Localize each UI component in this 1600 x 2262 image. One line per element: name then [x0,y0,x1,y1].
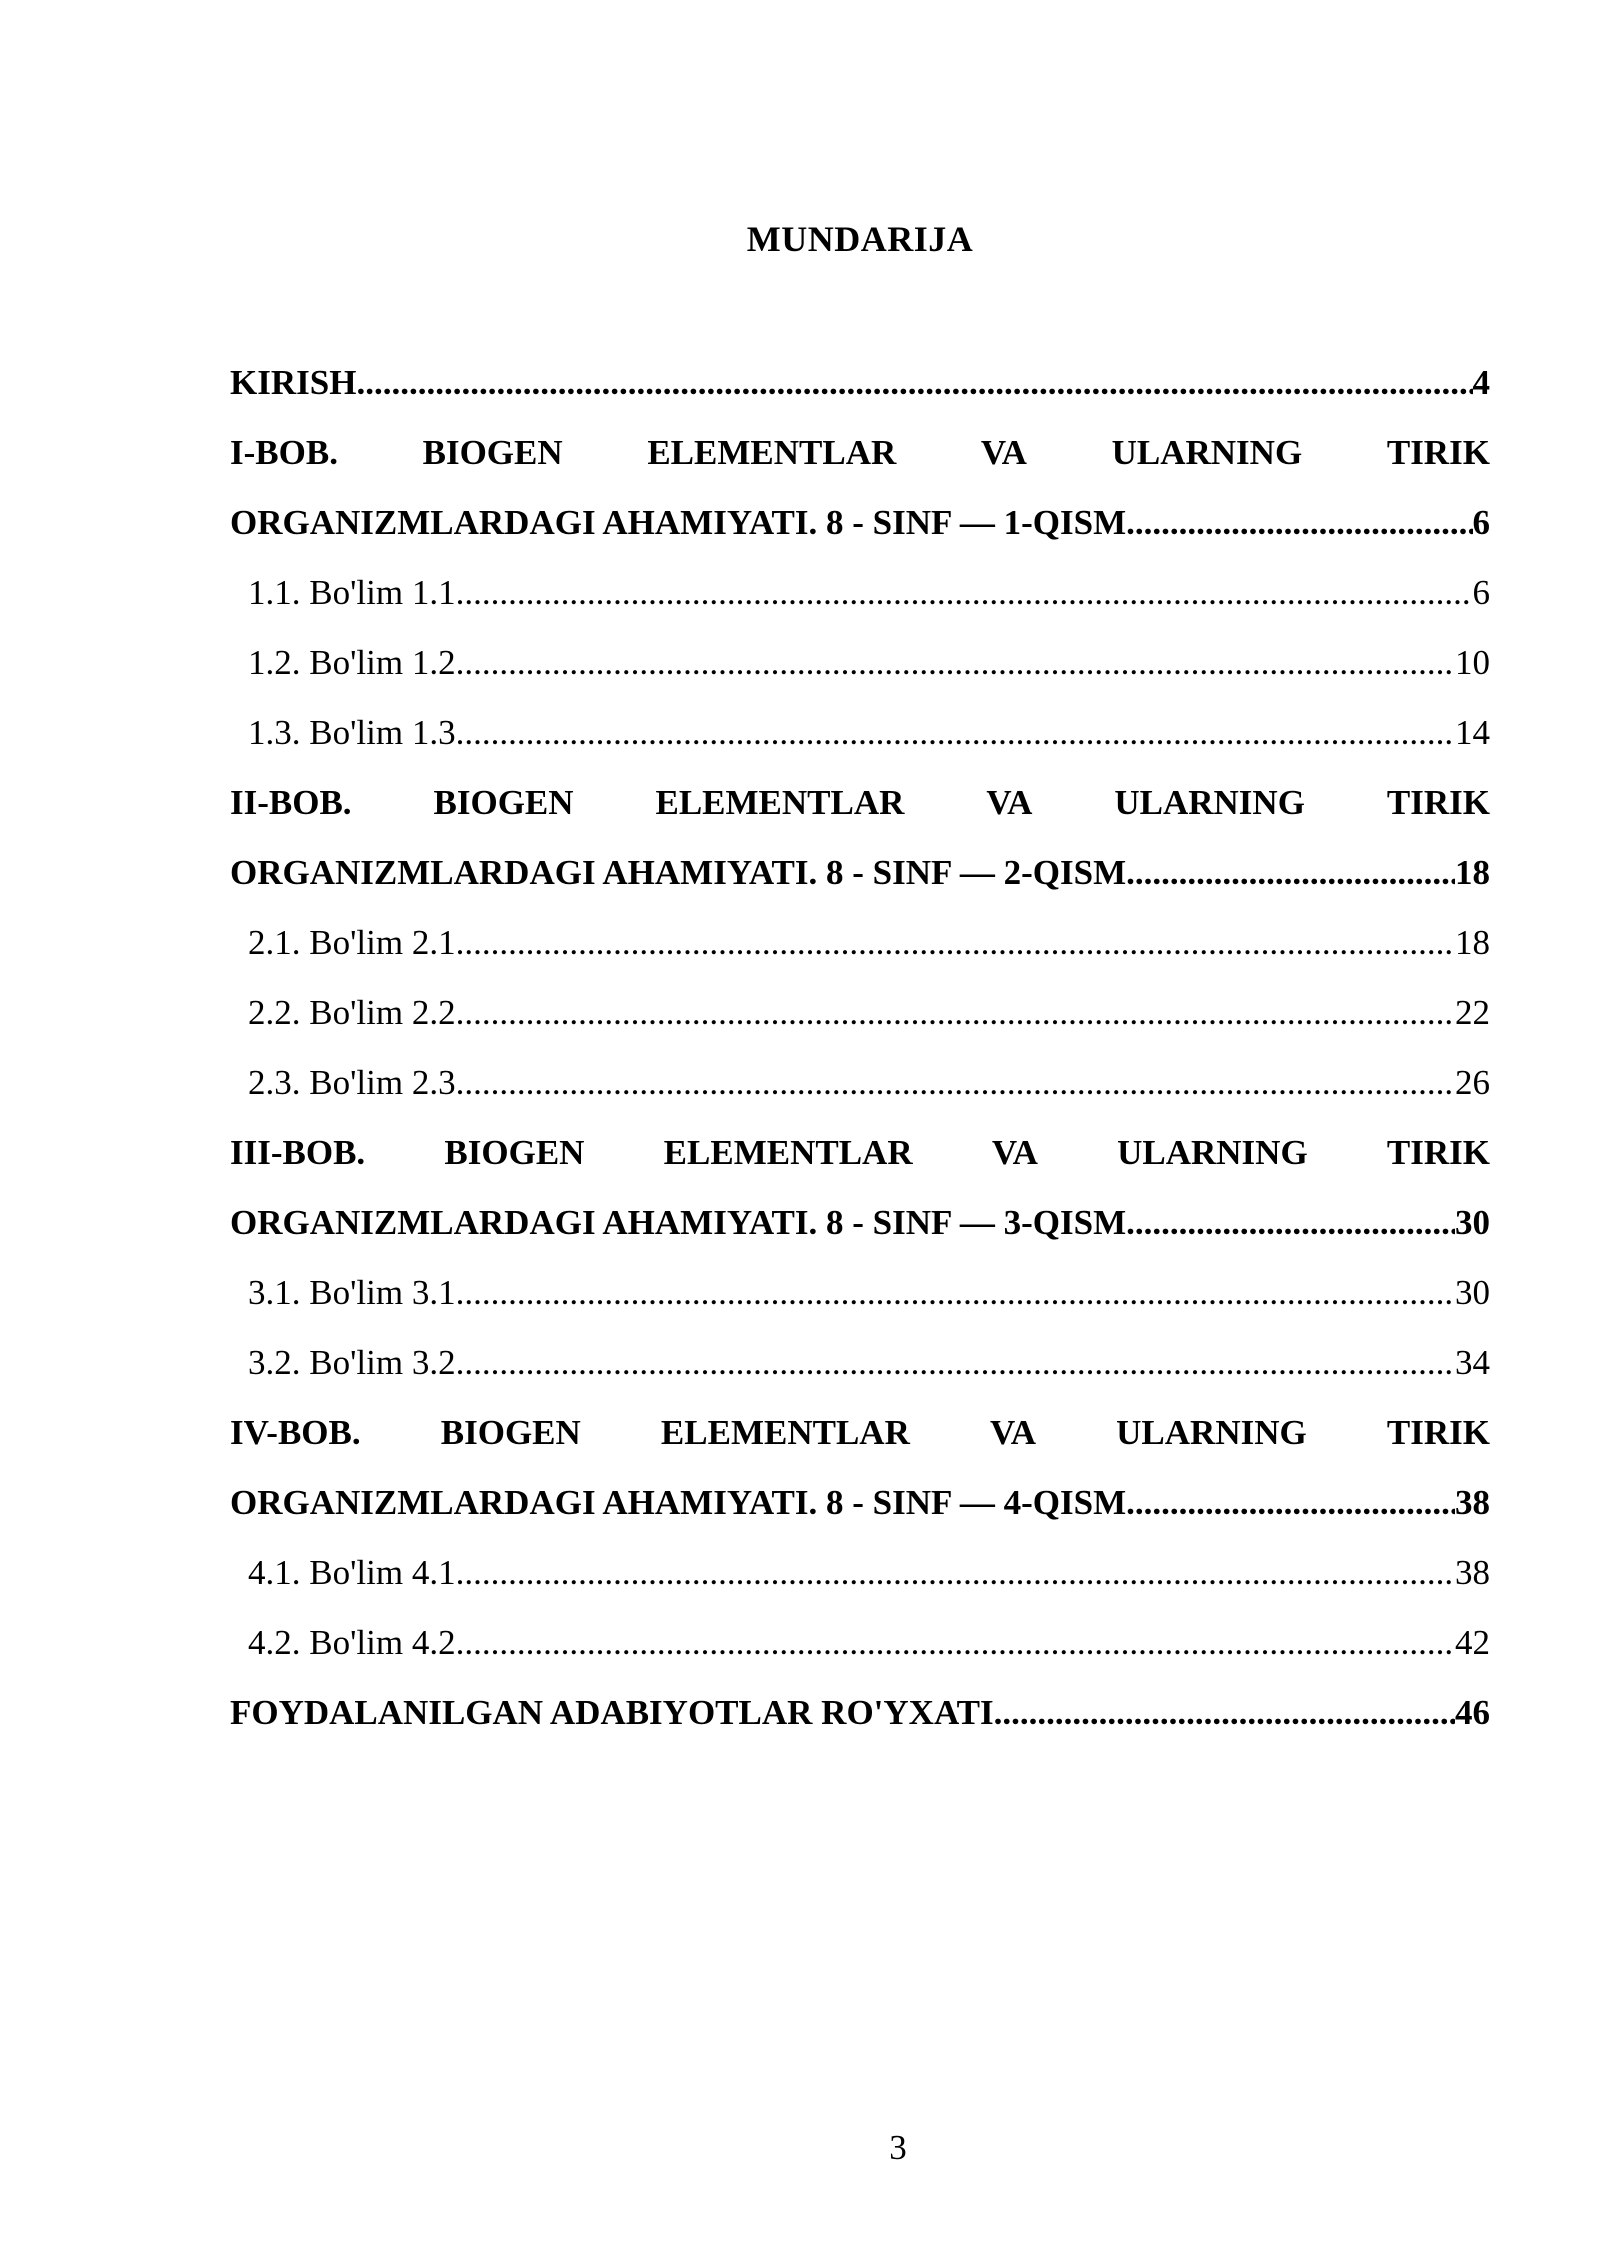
toc-chapter-heading-word: TIRIK [1386,433,1490,472]
toc-entry-label: 2.3. Bo'lim 2.3 [248,1063,456,1102]
toc-chapter-heading-word: BIOGEN [444,1133,585,1172]
toc-dot-leader [456,1608,1451,1678]
toc-chapter-entry[interactable] [230,1188,1490,1258]
toc-entry-label: ORGANIZMLARDAGI AHAMIYATI. 8 - SINF — 4-QISM [230,1483,1127,1522]
toc-chapter-heading-word: ELEMENTLAR [655,783,905,822]
toc-dot-leader [456,1048,1451,1118]
toc-section-entry[interactable] [230,1328,1490,1398]
toc-chapter-heading-word: ULARNING [1111,433,1303,472]
toc-chapter-heading [230,1118,1490,1188]
toc-entry-label: ORGANIZMLARDAGI AHAMIYATI. 8 - SINF — 1-QISM [230,503,1127,542]
toc-page-number: 42 [1455,1623,1490,1662]
toc-chapter-heading-word: VA [980,433,1027,472]
toc-chapter-heading [230,418,1490,488]
toc-section-entry[interactable] [230,1608,1490,1678]
toc-chapter-heading-word: ELEMENTLAR [660,1413,910,1452]
toc-chapter-heading-word: BIOGEN [433,783,574,822]
toc-section-entry[interactable] [230,978,1490,1048]
toc-dot-leader [1126,488,1472,558]
toc-entry-label: 4.1. Bo'lim 4.1 [248,1553,456,1592]
toc-chapter-heading-word: VA [991,1133,1038,1172]
toc-section-entry[interactable] [230,558,1490,628]
toc-chapter-heading-word: BIOGEN [440,1413,581,1452]
toc-section-entry[interactable] [230,1048,1490,1118]
toc-chapter-heading-word: ULARNING [1116,1413,1307,1452]
toc-chapter-entry[interactable] [230,838,1490,908]
toc-chapter-heading-word: VA [986,783,1033,822]
toc-page-number: 6 [1472,573,1490,612]
toc-chapter-heading-word: ELEMENTLAR [663,1133,913,1172]
toc-entry-label: ORGANIZMLARDAGI AHAMIYATI. 8 - SINF — 3-QISM [230,1203,1127,1242]
toc-dot-leader [456,1538,1451,1608]
toc-page-number: 34 [1455,1343,1490,1382]
page-number: 3 [889,2128,907,2167]
toc-section-entry[interactable] [230,698,1490,768]
toc-page-number: 18 [1455,853,1490,892]
toc-chapter-heading-word: ULARNING [1117,1133,1308,1172]
toc-entry[interactable] [230,348,1490,418]
toc-chapter-entry[interactable] [230,1468,1490,1538]
toc-entry-label: 4.2. Bo'lim 4.2 [248,1623,456,1662]
toc-page-number: 30 [1455,1203,1490,1242]
toc-page-number: 18 [1455,923,1490,962]
toc-dot-leader [456,558,1469,628]
toc-chapter-heading-word: II-BOB. [230,783,352,822]
toc-page-number: 22 [1455,993,1490,1032]
toc-page-number: 10 [1455,643,1490,682]
toc-dot-leader [1126,1188,1455,1258]
toc-chapter-heading-word: ELEMENTLAR [647,433,897,472]
toc-entry-label: 1.3. Bo'lim 1.3 [248,713,456,752]
toc-dot-leader [456,978,1451,1048]
toc-entry-label: 3.1. Bo'lim 3.1 [248,1273,456,1312]
toc-chapter-heading [230,1398,1490,1468]
toc-entry[interactable] [230,1678,1490,1748]
toc-dot-leader [456,1328,1451,1398]
toc-chapter-heading-word: TIRIK [1386,783,1490,822]
toc-page-number: 4 [1472,363,1490,402]
toc-dot-leader [356,348,1472,418]
toc-chapter-heading-word: IV-BOB. [230,1413,361,1452]
toc-entry-label: 1.1. Bo'lim 1.1 [248,573,456,612]
toc-dot-leader [456,1258,1451,1328]
toc-entry-label: 2.1. Bo'lim 2.1 [248,923,456,962]
toc-chapter-heading-word: BIOGEN [422,433,563,472]
toc-entry-label: 2.2. Bo'lim 2.2 [248,993,456,1032]
toc-dot-leader [456,908,1451,978]
toc-chapter-heading-word: TIRIK [1386,1413,1490,1452]
toc-chapter-entry[interactable] [230,488,1490,558]
toc-chapter-heading-word: III-BOB. [230,1133,366,1172]
toc-dot-leader [994,1678,1455,1748]
toc-section-entry[interactable] [230,628,1490,698]
toc-dot-leader [1126,1468,1455,1538]
toc-entry-label: FOYDALANILGAN ADABIYOTLAR RO'YXATI [230,1693,994,1732]
toc-page-number: 30 [1455,1273,1490,1312]
toc-dot-leader [1126,838,1455,908]
toc-page-number: 26 [1455,1063,1490,1102]
toc-chapter-heading-word: ULARNING [1114,783,1305,822]
toc-section-entry[interactable] [230,1258,1490,1328]
table-of-contents [230,348,1490,1748]
toc-page-number: 46 [1455,1693,1490,1732]
toc-page-number: 38 [1455,1553,1490,1592]
toc-section-entry[interactable] [230,1538,1490,1608]
toc-page-number: 14 [1455,713,1490,752]
toc-title: MUNDARIJA [746,219,974,259]
toc-chapter-heading-word: I-BOB. [230,433,338,472]
toc-chapter-heading-word: TIRIK [1386,1133,1490,1172]
toc-entry-label: 1.2. Bo'lim 1.2 [248,643,456,682]
toc-entry-label: 3.2. Bo'lim 3.2 [248,1343,456,1382]
toc-section-entry[interactable] [230,908,1490,978]
toc-dot-leader [456,628,1451,698]
toc-page-number: 6 [1472,503,1490,542]
toc-entry-label: ORGANIZMLARDAGI AHAMIYATI. 8 - SINF — 2-QISM [230,853,1127,892]
toc-entry-label: KIRISH [230,363,357,402]
toc-chapter-heading-word: VA [989,1413,1037,1452]
toc-chapter-heading [230,768,1490,838]
toc-page-number: 38 [1455,1483,1490,1522]
toc-dot-leader [456,698,1451,768]
